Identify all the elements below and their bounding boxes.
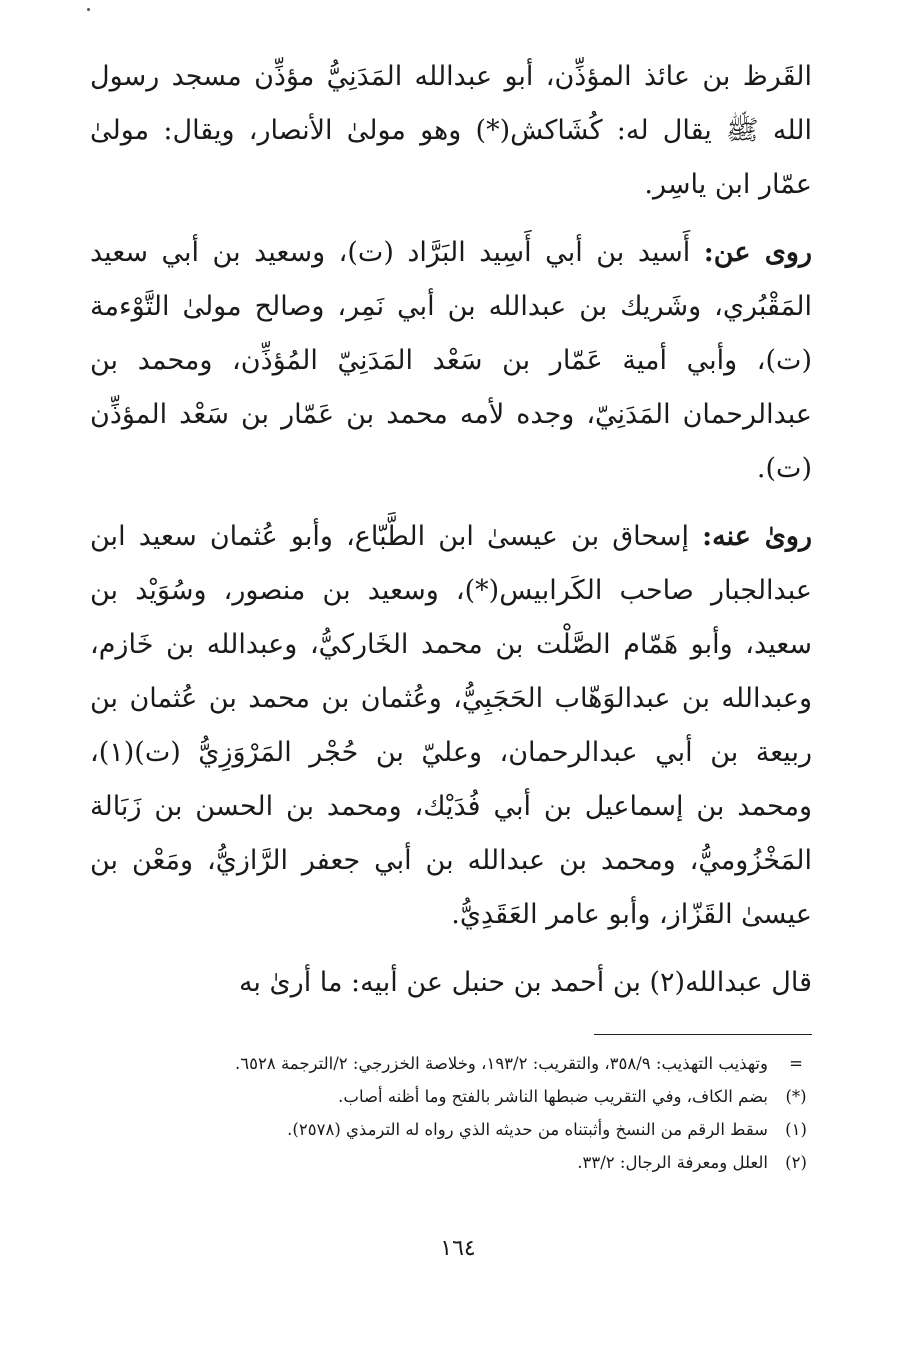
narrated-from-label: روى عن: [703,237,812,268]
paragraph-biography: القَرظ بن عائذ المؤذِّن، أبو عبدالله المَدَنِيُّ مؤذِّن مسجد رسول الله ﷺ يقال له: كُشَاكش(*) وهو مولىٰ الأنصار، ويقال: مولىٰ عمّار ابن ياسِر. [90,61,812,200]
narrated-by-text: إسحاق بن عيسىٰ ابن الطَّبّاع، وأبو عُثمان سعيد ابن عبدالجبار صاحب الكَرابيس(*)، وسعيد بن منصور، وسُوَيْد بن سعيد، وأبو هَمّام الصَّلْت بن محمد الخَاركيُّ، وعبدالله بن خَازم، وعبدالله بن عبدالوَهّاب الحَجَبِيُّ، وعُثمان بن محمد بن عُثمان بن ربيعة بن أبي عبدالرحمان، وعليّ بن حُجْر المَرْوَزِيُّ (ت)(١)، ومحمد بن إسماعيل بن أبي فُدَيْك، ومحمد بن الحسن بن زَبَالة المَخْزُوميُّ، ومحمد بن عبدالله بن أبي جعفر الرَّازيُّ، ومَعْن بن عيسىٰ القَزّاز، وأبو عامر العَقَدِيُّ. [90,521,812,930]
footnote-text: العلل ومعرفة الرجال: ٣٣/٢. [577,1153,768,1172]
paragraph-narrated-from [90,226,812,496]
footnote-continuation [90,1047,812,1080]
footnote-mark: (٢) [785,1153,807,1172]
footnote-1 [90,1113,812,1146]
page-number: ١٦٤ [440,1236,476,1261]
footnote-text: بضم الكاف، وفي التقريب ضبطها الناشر بالفتح وما أظنه أصاب. [338,1087,768,1106]
narrated-from-text: أَسيد بن أبي أَسِيد البَرَّاد (ت)، وسعيد بن أبي سعيد المَقْبُري، وشَريك بن عبدالله بن أبي نَمِر، وصالح مولىٰ التَّوْءمة (ت)، وأبي أمية عَمّار بن سَعْد المَدَنِيّ المُؤذِّن، ومحمد بن عبدالرحمان المَدَنِيّ، وجده لأمه محمد بن عَمّار بن سَعْد المؤذِّن (ت). [90,237,813,484]
corner-speck [87,8,90,11]
page-body [90,50,812,1179]
footnote-2 [90,1146,812,1179]
footnote-mark: (١) [785,1120,807,1139]
narrated-by-label: روىٰ عنه: [702,521,813,552]
footnote-text: وتهذيب التهذيب: ٣٥٨/٩، والتقريب: ١٩٣/٢، وخلاصة الخزرجي: ٢/الترجمة ٦٥٢٨. [235,1054,768,1073]
footnote-mark: (*) [785,1087,807,1106]
paragraph-narrated-by [90,510,812,942]
footnote-divider [594,1034,812,1035]
footnote-mark: = [789,1054,803,1073]
footnote-text: سقط الرقم من النسخ وأثبتناه من حديثه الذي رواه له الترمذي (٢٥٧٨). [287,1120,768,1139]
footnote-star [90,1080,812,1113]
paragraph-quote: قال عبدالله(٢) بن أحمد بن حنبل عن أبيه: ما أرىٰ به [238,967,812,998]
